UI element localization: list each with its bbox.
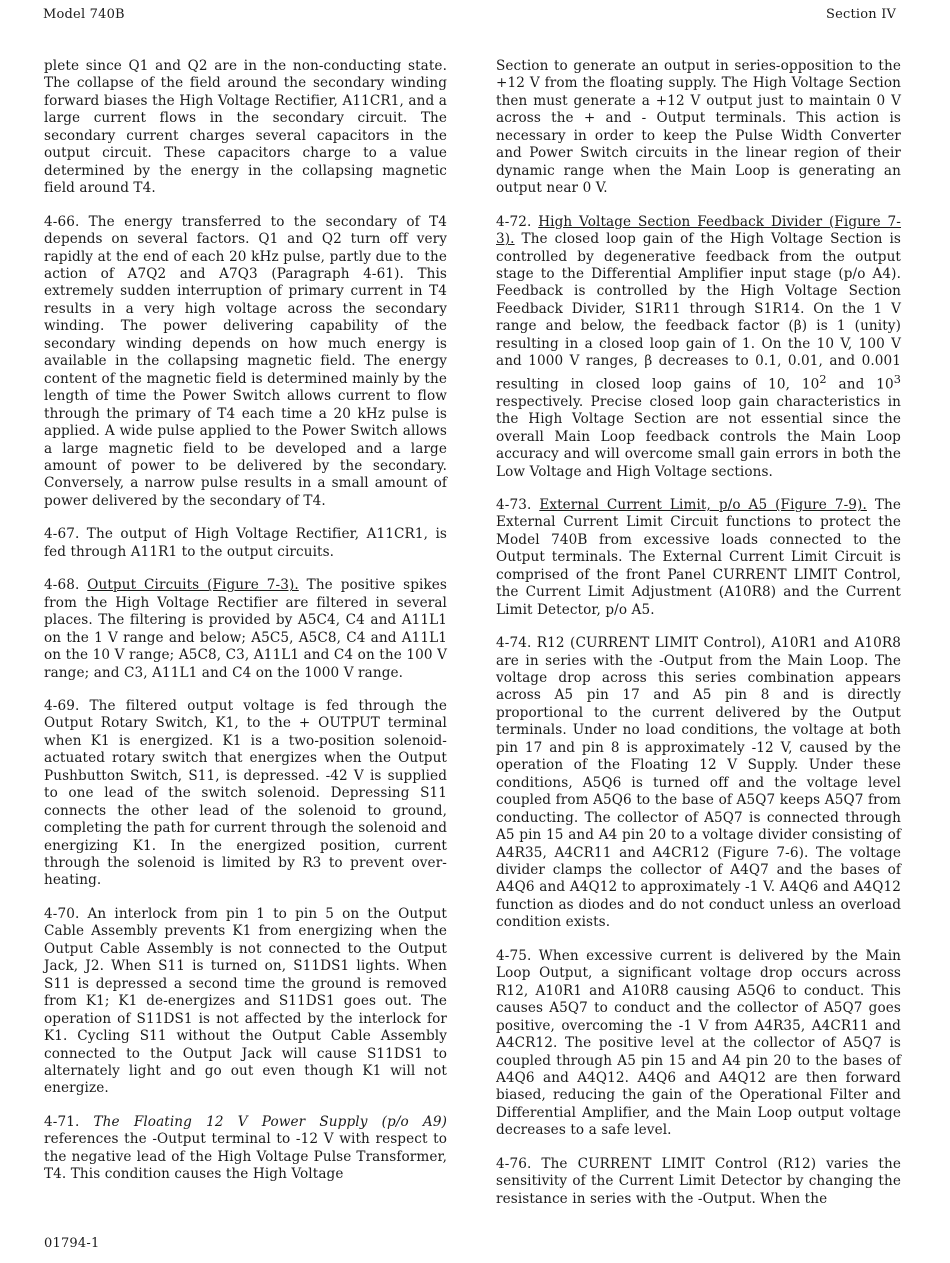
paragraph-body: respectively. Precise closed loop gain characteristics in the High Voltage Section are not essential since the overall Main Loop feedback controls the Main Loop accuracy and will overcome small gain errors in both the Low Voltage and High Voltage sections.: [496, 393, 901, 480]
paragraph-number: 4-68.: [44, 577, 80, 594]
paragraph-4-76: 4-76. The CURRENT LIMIT Control (R12) varies the sensitivity of the Current Limit Detector by changing the resistance in series with the -Output. When the: [496, 1155, 901, 1207]
right-column: [496, 58, 901, 1224]
page-header-section: Section IV: [826, 7, 897, 22]
paragraph-title: External Current Limit, p/o A5 (Figure 7-9).: [539, 496, 867, 513]
paragraph-body: and 10: [826, 376, 894, 393]
paragraph-title: Output Circuits (Figure 7-3).: [87, 577, 299, 594]
paragraph-4-68: [44, 577, 447, 682]
paragraph-body: The External Current Limit Circuit functions to protect the Model 740B from excessive loads connected to the Output terminals. The External Current Limit Circuit is comprised of the front Panel CURRENT LIMIT Control, the Current Limit Adjustment (A10R8) and the Current Limit Detector, p/o A5.: [496, 496, 901, 618]
paragraph-4-70: 4-70. An interlock from pin 1 to pin 5 on the Output Cable Assembly prevents K1 from energizing when the Output Cable Assembly is not connected to the Output Jack, J2. When S11 is turned on, S11DS1 lights. When S11 is depressed a second time the ground is removed from K1; K1 de-energizes and S11DS1 goes out. The operation of S11DS1 is not affected by the interlock for K1. Cycling S11 without the Output Cable Assembly connected to the Output Jack will cause S11DS1 to alternately light and go out even though K1 will not energize.: [44, 905, 447, 1097]
paragraph-title: High Voltage Section Feedback Divider (Figure 7-3).: [496, 213, 902, 248]
paragraph-body: The positive spikes from the High Voltage Rectifier are filtered in several places. The filtering is provided by A5C4, C4 and A11L1 on the 1 V range and below; A5C5, A5C8, C4 and A11L1 on the 10 V range; A5C8, C3, A11L1 and C4 on the 100 V range; and C3, A11L1 and C4 on the 1000 V range.: [44, 577, 448, 681]
paragraph-title: The Floating 12 V Power Supply (p/o A9): [93, 1113, 447, 1130]
page-header-model: Model 740B: [43, 7, 125, 22]
paragraph-4-72: [496, 214, 901, 481]
paragraph-continuation: plete since Q1 and Q2 are in the non-conducting state. The collapse of the field around the secondary winding forward biases the High Voltage Rectifier, A11CR1, and a large current flows in the secondary circuit. The secondary current charges several capacitors in the output circuit. These capacitors charge to a value determined by the energy in the collapsing magnetic field around T4.: [44, 58, 447, 197]
paragraph-4-75: 4-75. When excessive current is delivered by the Main Loop Output, a significant voltage drop occurs across R12, A10R1 and A10R8 causing A5Q6 to conduct. This causes A5Q7 to conduct and the collector of A5Q7 goes positive, overcoming the -1 V from A4R35, A4CR11 and A4CR12. The positive level at the collector of A5Q7 is coupled through A5 pin 15 and A4 pin 20 to the bases of A4Q6 and A4Q12. A4Q6 and A4Q12 are then forward biased, reducing the gain of the Operational Filter and Differential Amplifier, and the Main Loop output voltage decreases to a safe level.: [496, 947, 901, 1139]
paragraph-4-66: 4-66. The energy transferred to the secondary of T4 depends on several factors. Q1 and Q2 turn off very rapidly at the end of each 20 kHz pulse, partly due to the action of A7Q2 and A7Q3 (Paragraph 4-61). This extremely sudden interruption of primary current in T4 results in a very high voltage across the secondary winding. The power delivering capability of the secondary winding depends on how much energy is available in the collapsing magnetic field. The energy content of the magnetic field is determined mainly by the length of time the Power Switch allows current to flow through the primary of T4 each time a 20 kHz pulse is applied. A wide pulse applied to the Power Switch allows a large magnetic field to be developed and a large amount of power to be delivered by the secondary. Conversely, a narrow pulse results in a small amount of power delivered by the secondary of T4.: [44, 213, 447, 509]
paragraph-continuation: Section to generate an output in series-opposition to the +12 V from the floating supply. The High Voltage Section then must generate a +12 V output just to maintain 0 V across the + and - Output terminals. This action is necessary in order to keep the Pulse Width Converter and Power Switch circuits in the linear region of their dynamic range when the Main Loop is generating an output near 0 V.: [496, 58, 901, 197]
paragraph-number: 4-72.: [496, 213, 532, 230]
paragraph-4-67: 4-67. The output of High Voltage Rectifier, A11CR1, is fed through A11R1 to the output circuits.: [44, 526, 447, 560]
paragraph-4-74: 4-74. R12 (CURRENT LIMIT Control), A10R1 and A10R8 are in series with the -Output from the Main Loop. The voltage drop across this series combination appears across A5 pin 17 and A5 pin 8 and is directly proportional to the current delivered by the Output terminals. Under no load conditions, the voltage at both pin 17 and pin 8 is approximately -12 V, caused by the operation of the Floating 12 V Supply. Under these conditions, A5Q6 is turned off and the voltage level coupled from A5Q6 to the base of A5Q7 keeps A5Q7 from conducting. The collector of A5Q7 is connected through A5 pin 15 and A4 pin 20 to a voltage divider consisting of A4R35, A4CR11 and A4CR12 (Figure 7-6). The voltage divider clamps the collector of A4Q7 and the bases of A4Q6 and A4Q12 to approximately -1 V. A4Q6 and A4Q12 function as diodes and do not conduct unless an overload condition exists.: [496, 635, 901, 931]
paragraph-4-73: [496, 497, 901, 619]
superscript: 3: [893, 371, 902, 386]
superscript: 2: [819, 371, 827, 386]
page-footer-code: 01794-1: [44, 1236, 100, 1251]
paragraph-body: references the -Output terminal to -12 V with respect to the negative lead of the High Voltage Pulse Transformer, T4. This condition causes the High Voltage: [44, 1131, 447, 1183]
paragraph-4-71: [44, 1114, 447, 1184]
paragraph-number: 4-71.: [44, 1113, 80, 1130]
left-column: [44, 58, 447, 1200]
paragraph-4-69: 4-69. The filtered output voltage is fed through the Output Rotary Switch, K1, to the + OUTPUT terminal when K1 is energized. K1 is a two-position solenoid-actuated rotary switch that energizes when the Output Pushbutton Switch, S11, is depressed. -42 V is supplied to one lead of the switch solenoid. Depressing S11 connects the other lead of the solenoid to ground, completing the path for current through the solenoid and energizing K1. In the energized position, current through the solenoid is limited by R3 to prevent over-heating.: [44, 697, 447, 889]
paragraph-body: The closed loop gain of the High Voltage Section is controlled by degenerative feedback from the output stage to the Differential Amplifier input stage (p/o A4). Feedback is controlled by the High Voltage Section Feedback Divider, S1R11 through S1R14. On the 1 V range and below, the feedback factor (β) is 1 (unity) resulting in a closed loop gain of 1. On the 10 V, 100 V and 1000 V ranges, β decreases to 0.1, 0.01, and 0.001 resulting in closed loop gains of 10, 10: [496, 231, 901, 393]
paragraph-number: 4-73.: [496, 496, 532, 513]
